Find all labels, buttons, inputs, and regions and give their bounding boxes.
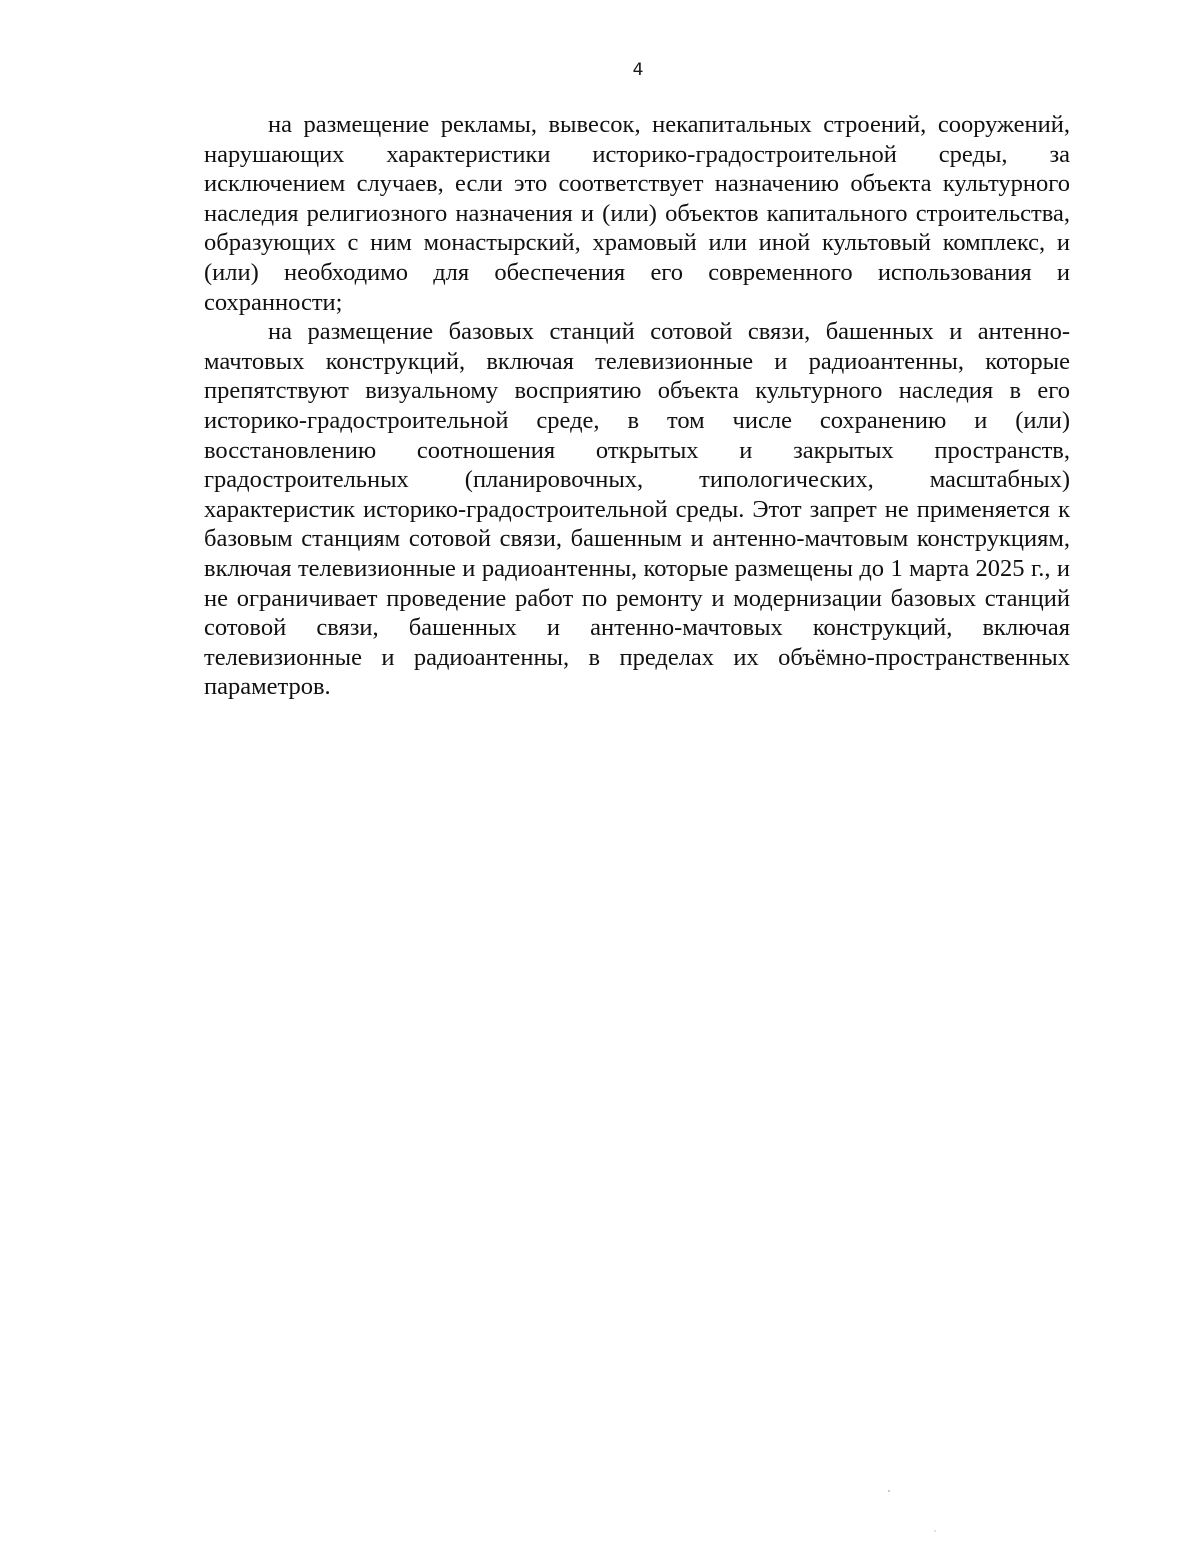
scan-speck (934, 1530, 936, 1532)
scan-speck (888, 1490, 890, 1492)
page-number: 4 (632, 60, 644, 80)
document-body (204, 110, 1070, 702)
paragraph-advertising-prohibition: на размещение рекламы, вывесок, некапитальных строений, сооружений, нарушающих характеристики историко-градостроительной среды, за исключением случаев, если это соответствует назначению объекта культурного наследия религиозного назначения и (или) объектов капитального строительства, образующих с ним монастырский, храмовый или иной культовый комплекс, и (или) необходимо для обеспечения его современного использования и сохранности; (204, 111, 1070, 316)
paragraph-cell-stations-prohibition: на размещение базовых станций сотовой связи, башенных и антенно-мачтовых конструкций, включая телевизионные и радиоантенны, которые препятствуют визуальному восприятию объекта культурного наследия в его историко-градостроительной среде, в том числе сохранению и (или) восстановлению соотношения открытых и закрытых пространств, градостроительных (планировочных, типологических, масштабных) характеристик историко-градостроительной среды. Этот запрет не применяется к базовым станциям сотовой связи, башенным и антенно-мачтовым конструкциям, включая телевизионные и радиоантенны, которые размещены до 1 марта 2025 г., и не ограничивает проведение работ по ремонту и модернизации базовых станций сотовой связи, башенных и антенно-мачтовых конструкций, включая телевизионные и радиоантенны, в пределах их объёмно-пространственных параметров. (204, 318, 1070, 701)
